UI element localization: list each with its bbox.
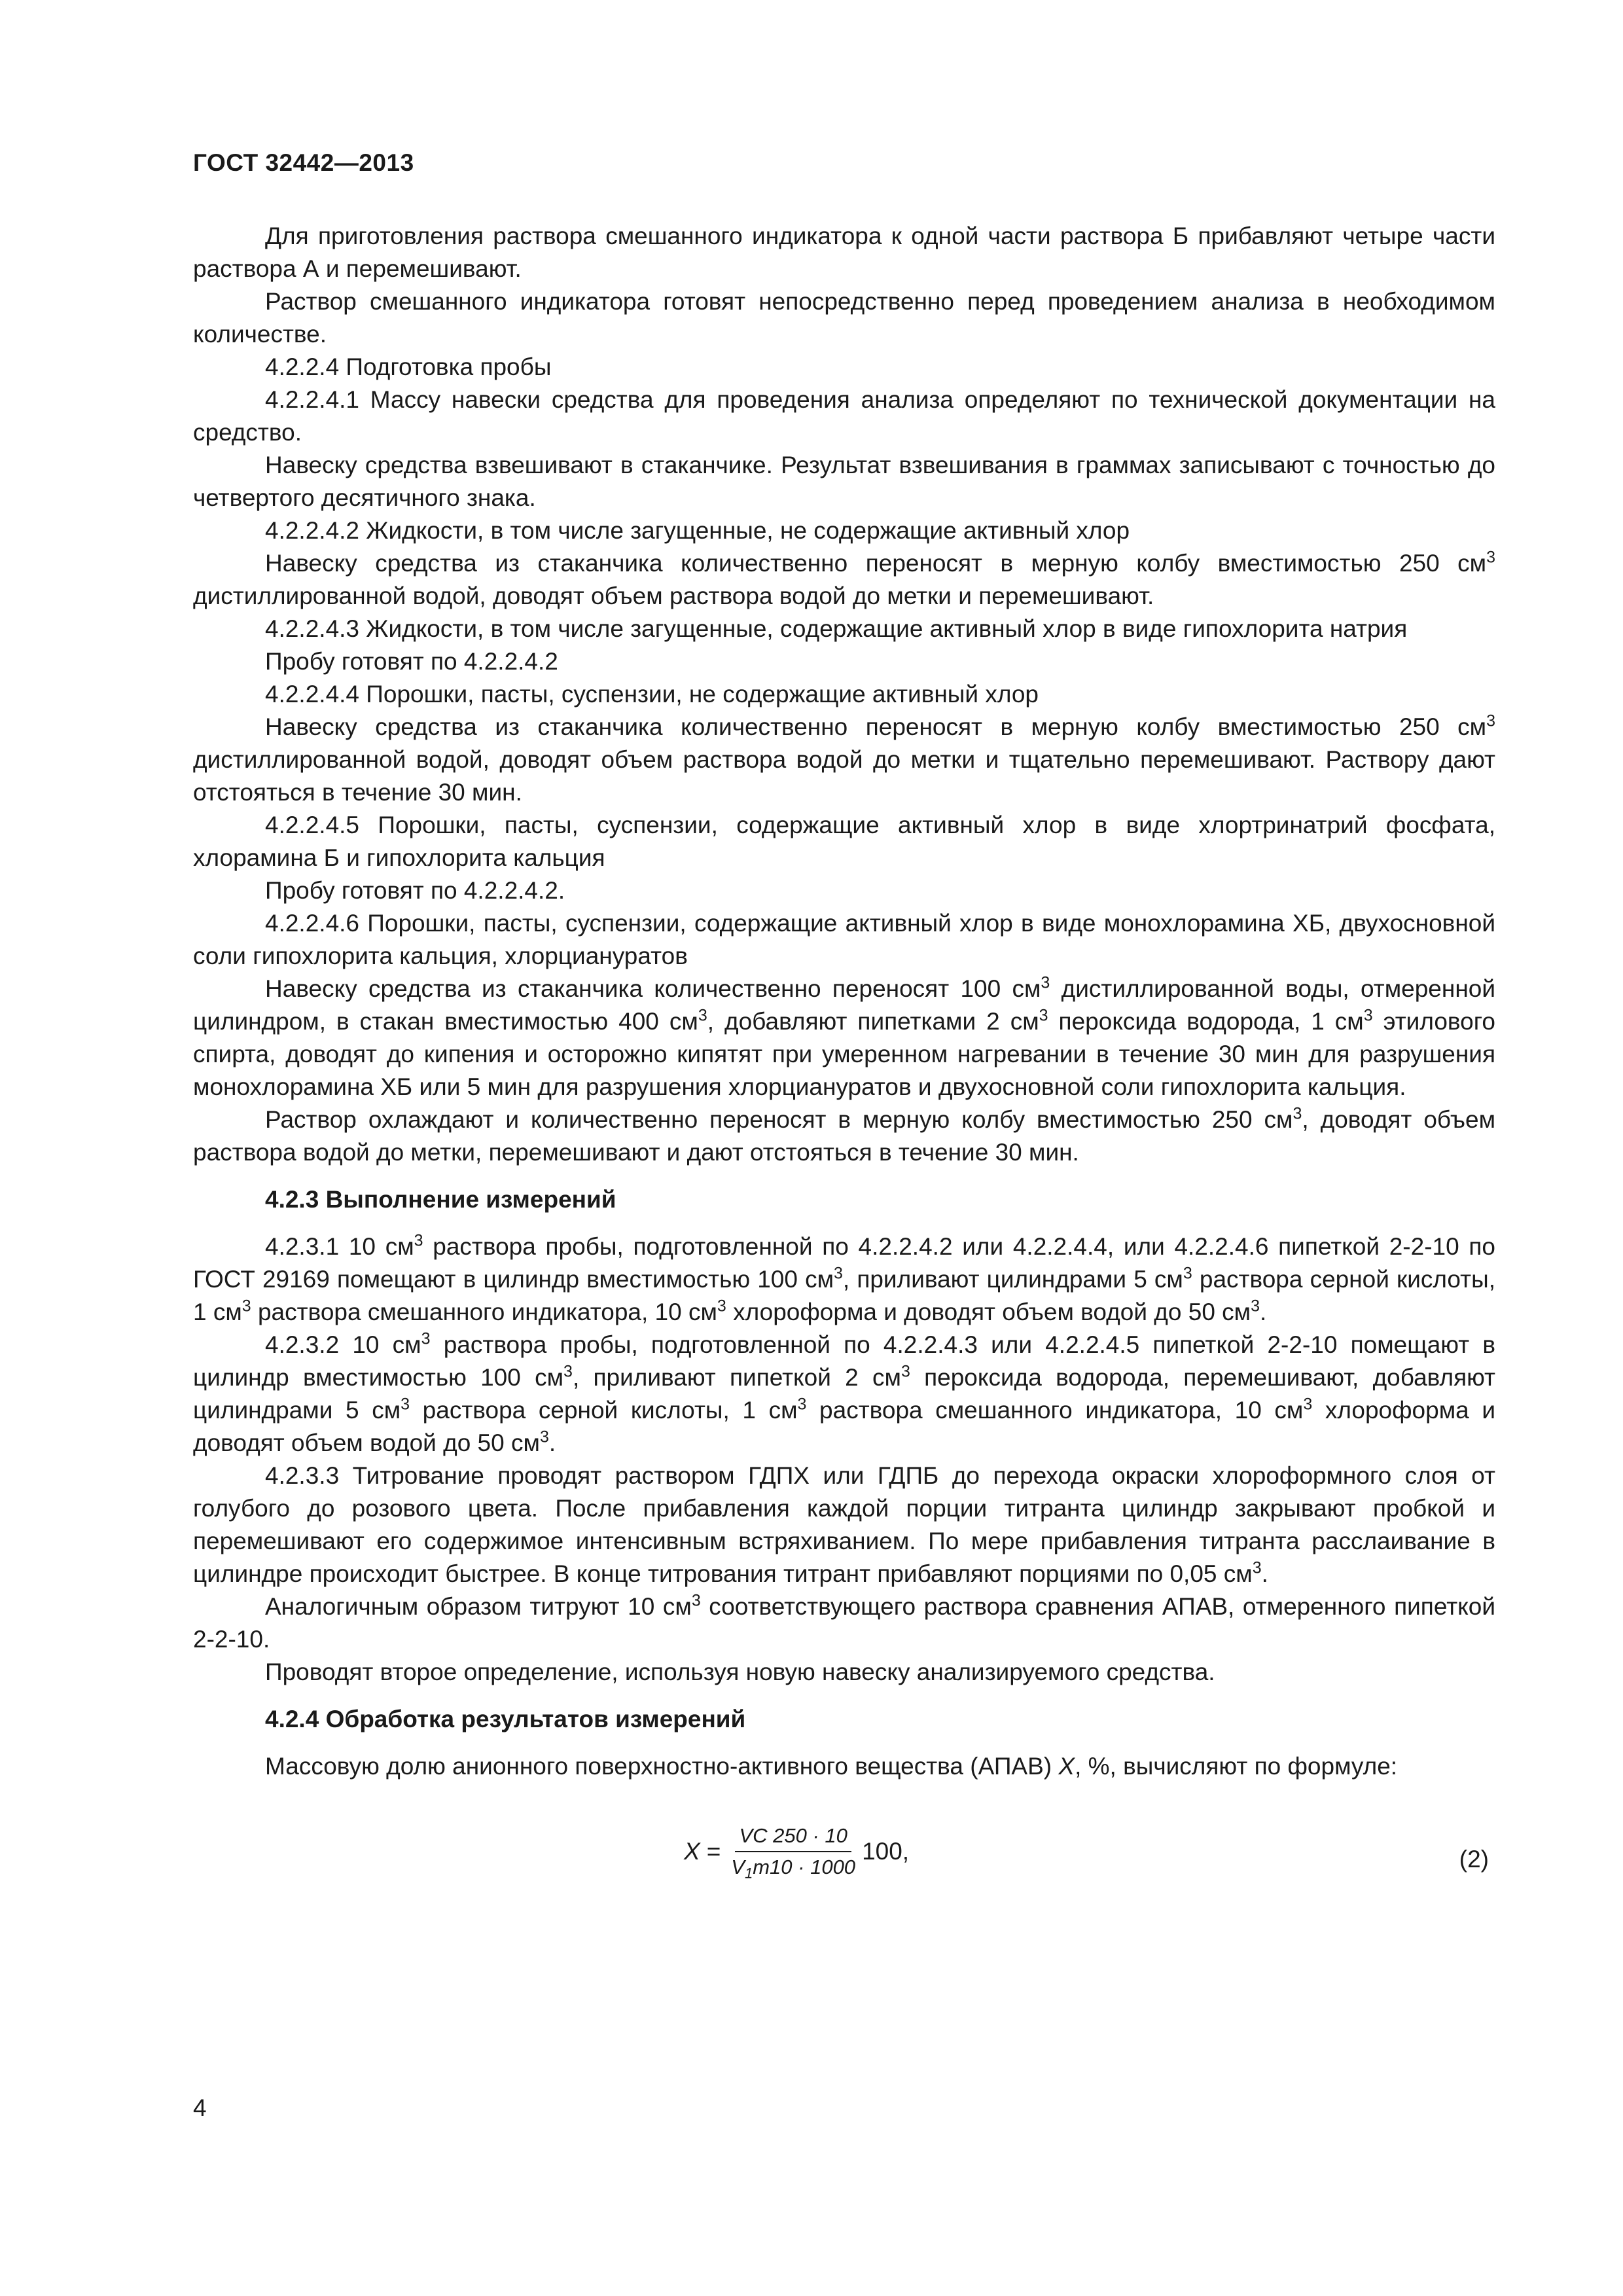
section-heading: 4.2.2.4.6 Порошки, пасты, суспензии, содержащие активный хлор в виде монохлорамина ХБ, двухосновной соли гипохлорита кальция, хлорциануратов [193,910,1495,969]
section-heading: 4.2.2.4.3 Жидкости, в том числе загущенные, содержащие активный хлор в виде гипохлорита натрия [265,615,1408,642]
formula-numerator: VC 250 · 10 [735,1822,851,1852]
formula-tail: 100, [862,1838,910,1865]
formula-number: (2) [1459,1846,1489,1873]
formula-block [193,1816,1495,1927]
document-body [193,220,1495,1927]
paragraph: 4.2.3.3 Титрование проводят раствором ГДПХ или ГДПБ до перехода окраски хлороформного слоя от голубого до розового цвета. После прибавления каждой порции титранта цилиндр закрывают пробкой и перемешивают его содержимое интенсивным встряхиванием. По мере прибавления титранта расслаивание в цилиндре происходит быстрее. В конце титрования титрант прибавляют порциями по 0,05 $см^3$. [193,1462,1495,1587]
subsection-title: 4.2.4 Обработка результатов измерений [265,1706,746,1732]
paragraph: Навеску средства из стаканчика количественно переносят 100 $см^3$ дистиллированной воды, отмеренной цилиндром, в стакан вместимостью 400 $см^3$, добавляют пипетками 2 $см^3$ пероксида водорода, 1 $см^3$ этилового спирта, доводят до кипения и осторожно кипятят при умеренном нагревании в течение 30 мин для разрушения монохлорамина ХБ или 5 мин для разрушения хлорциануратов и двухосновной соли гипохлорита кальция. [193,973,1495,1100]
paragraph: Навеску средства из стаканчика количественно переносят в мерную колбу вместимостью 250 $см^3$ дистиллированной водой, доводят объем раствора водой до метки и перемешивают. [193,548,1495,609]
paragraph: Проводят второе определение, используя новую навеску анализируемого средства. [265,1659,1215,1685]
formula [684,1822,909,1881]
paragraph: Пробу готовят по 4.2.2.4.2. [265,877,565,904]
section-heading: 4.2.2.4.4 Порошки, пасты, суспензии, не содержащие активный хлор [265,681,1039,708]
paragraph: Раствор смешанного индикатора готовят непосредственно перед проведением анализа в необходимом количестве. [193,288,1495,348]
section-heading: 4.2.2.4 Подготовка пробы [265,353,552,380]
formula-denominator: $V_1m10 \cdot 1000$ [731,1856,856,1882]
paragraph: 4.2.3.1 10 $см^3$ раствора пробы, подготовленной по 4.2.2.4.2 или 4.2.2.4.4, или 4.2.2.4.6 пипеткой 2-2-10 по ГОСТ 29169 помещают в цилиндр вместимостью 100 $см^3$, приливают цилиндрами 5 $см^3$ раствора серной кислоты, 1 $см^3$ раствора смешанного индикатора, 10 $см^3$ хлороформа и доводят объем водой до 50 $см^3$. [193,1231,1495,1325]
document-header: ГОСТ 32442—2013 [193,149,414,176]
section-heading: 4.2.2.4.5 Порошки, пасты, суспензии, содержащие активный хлор в виде хлортринатрий фосфата, хлорамина Б и гипохлорита кальция [193,812,1495,871]
paragraph: Навеску средства взвешивают в стаканчике. Результат взвешивания в граммах записывают с точностью до четвертого десятичного знака. [193,452,1495,511]
paragraph: Массовую долю анионного поверхностно-активного вещества (АПАВ) X, %, вычисляют по формуле: [265,1753,1398,1780]
formula-lhs: X [684,1838,700,1865]
formula-fraction [727,1822,859,1881]
formula-equals: = [706,1838,721,1865]
paragraph: Пробу готовят по 4.2.2.4.2 [265,648,558,675]
paragraph: Для приготовления раствора смешанного индикатора к одной части раствора Б прибавляют четыре части раствора А и перемешивают. [193,223,1495,282]
section-heading: 4.2.2.4.2 Жидкости, в том числе загущенные, не содержащие активный хлор [265,517,1130,544]
paragraph: Аналогичным образом титруют 10 $см^3$ соответствующего раствора сравнения АПАВ, отмеренного пипеткой 2-2-10. [193,1591,1495,1653]
paragraph: Раствор охлаждают и количественно переносят в мерную колбу вместимостью 250 $см^3$, доводят объем раствора водой до метки, перемешивают и дают отстояться в течение 30 мин. [193,1104,1496,1166]
paragraph: Навеску средства из стаканчика количественно переносят в мерную колбу вместимостью 250 $см^3$ дистиллированной водой, доводят объем раствора водой до метки и тщательно перемешивают. Раствору дают отстояться в течение 30 мин. [193,711,1495,806]
paragraph: 4.2.3.2 10 $см^3$ раствора пробы, подготовленной по 4.2.2.4.3 или 4.2.2.4.5 пипеткой 2-2-10 помещают в цилиндр вместимостью 100 $см^3$, приливают пипеткой 2 $см^3$ пероксида водорода, перемешивают, добавляют цилиндрами 5 $см^3$ раствора серной кислоты, 1 $см^3$ раствора смешанного индикатора, 10 $см^3$ хлороформа и доводят объем водой до 50 $см^3$. [193,1329,1496,1456]
subsection-title: 4.2.3 Выполнение измерений [265,1186,616,1213]
page-number: 4 [193,2094,207,2121]
paragraph: 4.2.2.4.1 Массу навески средства для проведения анализа определяют по технической документации на средство. [193,386,1495,446]
